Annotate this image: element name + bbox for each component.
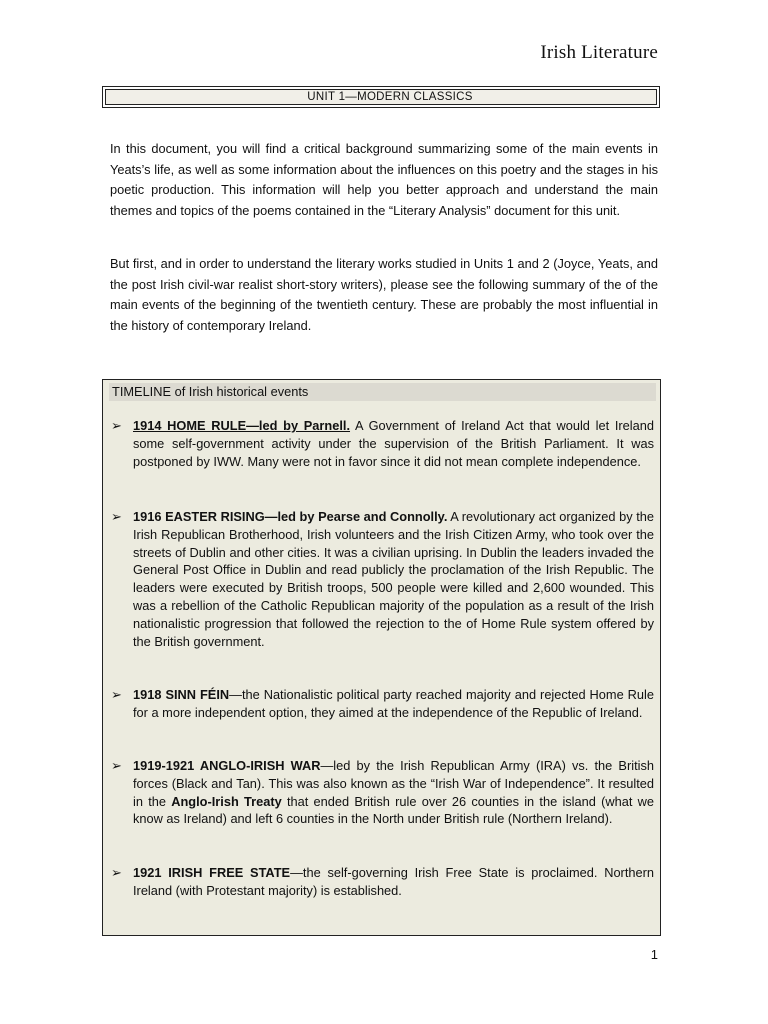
timeline-event-lead: 1919-1921 ANGLO-IRISH WAR: [133, 758, 321, 773]
unit-title: UNIT 1—MODERN CLASSICS: [105, 89, 657, 105]
timeline-event-lead: 1921 IRISH FREE STATE: [133, 865, 291, 880]
timeline-event-body: —the self-governing Irish Free State is proclaimed. Northern Ireland (with Protestant majority) is established.: [133, 865, 654, 898]
intro-paragraph-2: But first, and in order to understand the literary works studied in Units 1 and 2 (Joyce, Yeats, and the post Irish civil-war realist short-story writers), please see the following summary of the of the main events of the beginning of the twentieth century. These are probably the most influential in the history of contemporary Ireland.: [110, 256, 658, 333]
timeline-event-1918: [111, 686, 654, 722]
timeline-event-emphasis: Anglo-Irish Treaty: [171, 793, 282, 809]
arrow-bullet-icon: ➢: [111, 758, 122, 773]
timeline-event-text: [133, 757, 654, 828]
timeline-event-lead: 1914 HOME RULE—led by Parnell.: [133, 418, 351, 433]
timeline-event-1919-1921: [111, 757, 654, 828]
timeline-event-body: A revolutionary act organized by the Irish Republican Brotherhood, Irish volunteers and the Irish Citizen Army, who took over the streets of Dublin and other cities. It was a civilian uprising. In Dublin the leaders invaded the General Post Office in Dublin and read publicly the proclamation of the Irish Republic. The leaders were executed by British troops, 500 people were killed and 2,600 wounded. This was a rebellion of the Catholic Republican majority of the population as a result of the Irish nationalistic progression that followed the rejection to the of Home Rule system offered by the British government.: [133, 509, 654, 649]
timeline-event-1921: [111, 864, 654, 900]
arrow-bullet-icon: ➢: [111, 865, 122, 880]
timeline-event-text: [133, 417, 654, 470]
timeline-event-lead: 1916 EASTER RISING—led by Pearse and Connolly.: [133, 509, 448, 524]
timeline-event-text: [133, 508, 654, 650]
arrow-bullet-icon: ➢: [111, 418, 122, 433]
intro-paragraph-1: In this document, you will find a critical background summarizing some of the main events in Yeats’s life, as well as some information about the influences on this poetry and the stages in his poetic production. This information will help you better approach and understand the main themes and topics of the poems contained in the “Literary Analysis” document for this unit.: [110, 141, 658, 218]
page-number: 1: [650, 947, 658, 962]
timeline-event-text: [133, 864, 654, 900]
timeline-event-1916: [111, 508, 654, 650]
timeline-event-body: —the Nationalistic political party reached majority and rejected Home Rule for a more independent option, they aimed at the independence of the Republic of Ireland.: [133, 687, 654, 720]
timeline-event-body: —led by the Irish Republican Army (IRA) vs. the British forces (Black and Tan). This was also known as the “Irish War of Independence”. It resulted in the: [133, 758, 654, 809]
unit-title-box: [102, 86, 660, 108]
timeline-heading: TIMELINE of Irish historical events: [109, 383, 656, 401]
arrow-bullet-icon: ➢: [111, 687, 122, 702]
arrow-bullet-icon: ➢: [111, 509, 122, 524]
timeline-box: [102, 379, 661, 936]
timeline-event-text: [133, 686, 654, 722]
document-header-title: Irish Literature: [540, 42, 658, 63]
timeline-event-body-continued: that ended British rule over 26 counties in the island (what we know as Ireland) and left 6 counties in the North under British rule (Northern Ireland).: [133, 793, 654, 827]
timeline-event-1914: [111, 417, 654, 470]
timeline-event-lead: 1918 SINN FÉIN: [133, 687, 230, 702]
timeline-event-body: A Government of Ireland Act that would let Ireland some self-government activity under the supervision of the British Parliament. It was postponed by IWW. Many were not in favor since it did not mean complete independence.: [133, 418, 654, 469]
